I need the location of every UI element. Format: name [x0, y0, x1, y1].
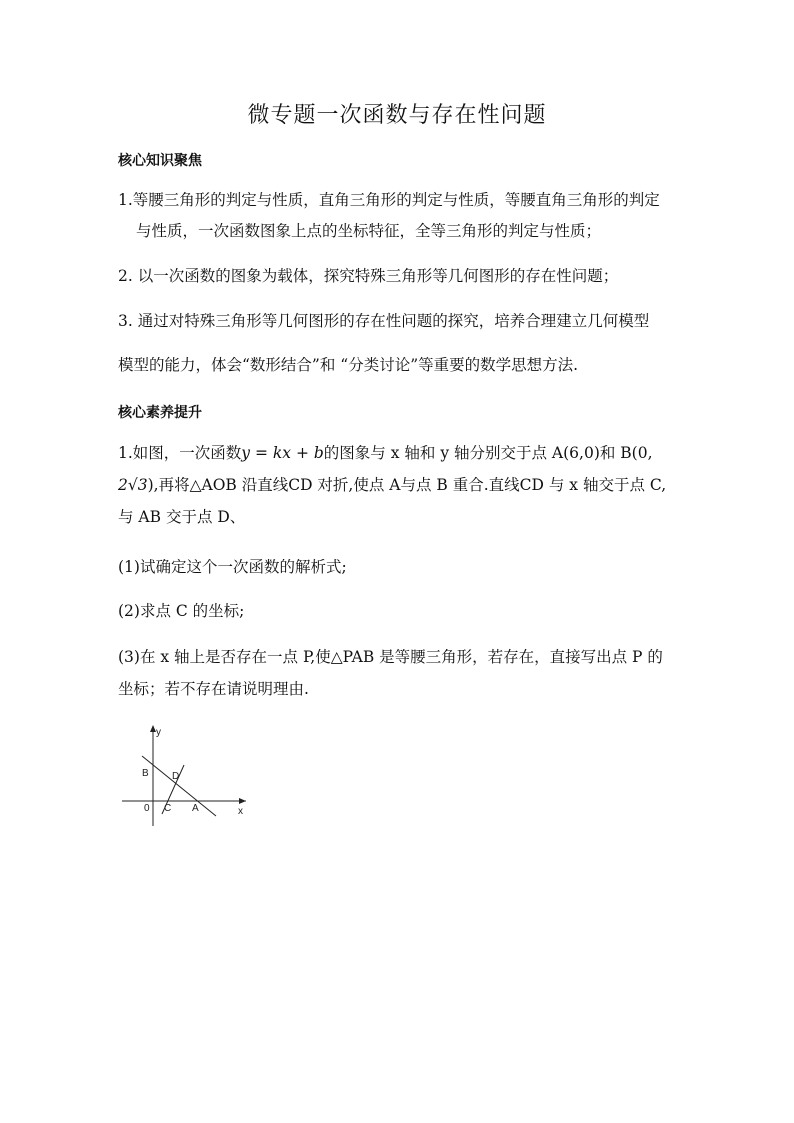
question-3-line2: 坐标；若不存在请说明理由. [118, 680, 309, 698]
function-expression: y = kx + b [241, 444, 324, 462]
label-a: A [192, 803, 199, 814]
problem-line1-text-b: 的图象与 x 轴和 y 轴分别交于点 A(6,0)和 B(0, [323, 444, 653, 462]
label-y: y [156, 727, 161, 738]
label-x: x [238, 806, 243, 817]
knowledge-item-1-line2: 与性质，一次函数图象上点的坐标特征，全等三角形的判定与性质； [136, 222, 602, 240]
problem-line1-text-a: 1.如图，一次函数 [118, 444, 242, 462]
label-o: 0 [144, 803, 150, 814]
problem-line-2 [118, 472, 678, 498]
x-axis-arrow-icon [239, 798, 246, 804]
question-3 [118, 644, 678, 702]
problem-line-3: 与 AB 交于点 D、 [118, 508, 246, 526]
knowledge-item-3-line2: 模型的能力，体会“数形结合”和 “分类讨论”等重要的数学思想方法. [118, 356, 579, 374]
label-b: B [142, 768, 149, 779]
question-1: (1)试确定这个一次函数的解析式; [118, 558, 347, 576]
knowledge-item-1 [118, 187, 678, 244]
sqrt-value: 2√3 [118, 476, 148, 494]
section-heading-knowledge: 核心知识聚焦 [118, 153, 202, 169]
section-heading-literacy: 核心素养提升 [118, 405, 202, 421]
coordinate-figure [118, 722, 258, 836]
problem-line-1 [118, 440, 678, 466]
figure-svg [118, 722, 258, 832]
knowledge-item-3 [118, 308, 678, 378]
knowledge-item-3-line1: 3. 通过对特殊三角形等几何图形的存在性问题的探究，培养合理建立几何模型 [118, 312, 650, 330]
label-c: C [164, 803, 172, 814]
knowledge-item-2: 2. 以一次函数的图象为载体，探究特殊三角形等几何图形的存在性问题； [118, 267, 619, 285]
knowledge-item-1-line1: 1.等腰三角形的判定与性质，直角三角形的判定与性质，等腰直角三角形的判定 [118, 191, 660, 209]
problem-line2-text: ),再将△AOB 沿直线CD 对折,使点 A与点 B 重合.直线CD 与 x 轴交于点 C, [147, 476, 667, 494]
page-title: 微专题一次函数与存在性问题 [247, 103, 547, 128]
question-3-line1: (3)在 x 轴上是否存在一点 P,使△PAB 是等腰三角形，若存在，直接写出点 P 的 [118, 648, 663, 666]
problem-statement [118, 440, 678, 530]
label-d: D [172, 771, 180, 782]
question-2: (2)求点 C 的坐标; [118, 602, 245, 620]
